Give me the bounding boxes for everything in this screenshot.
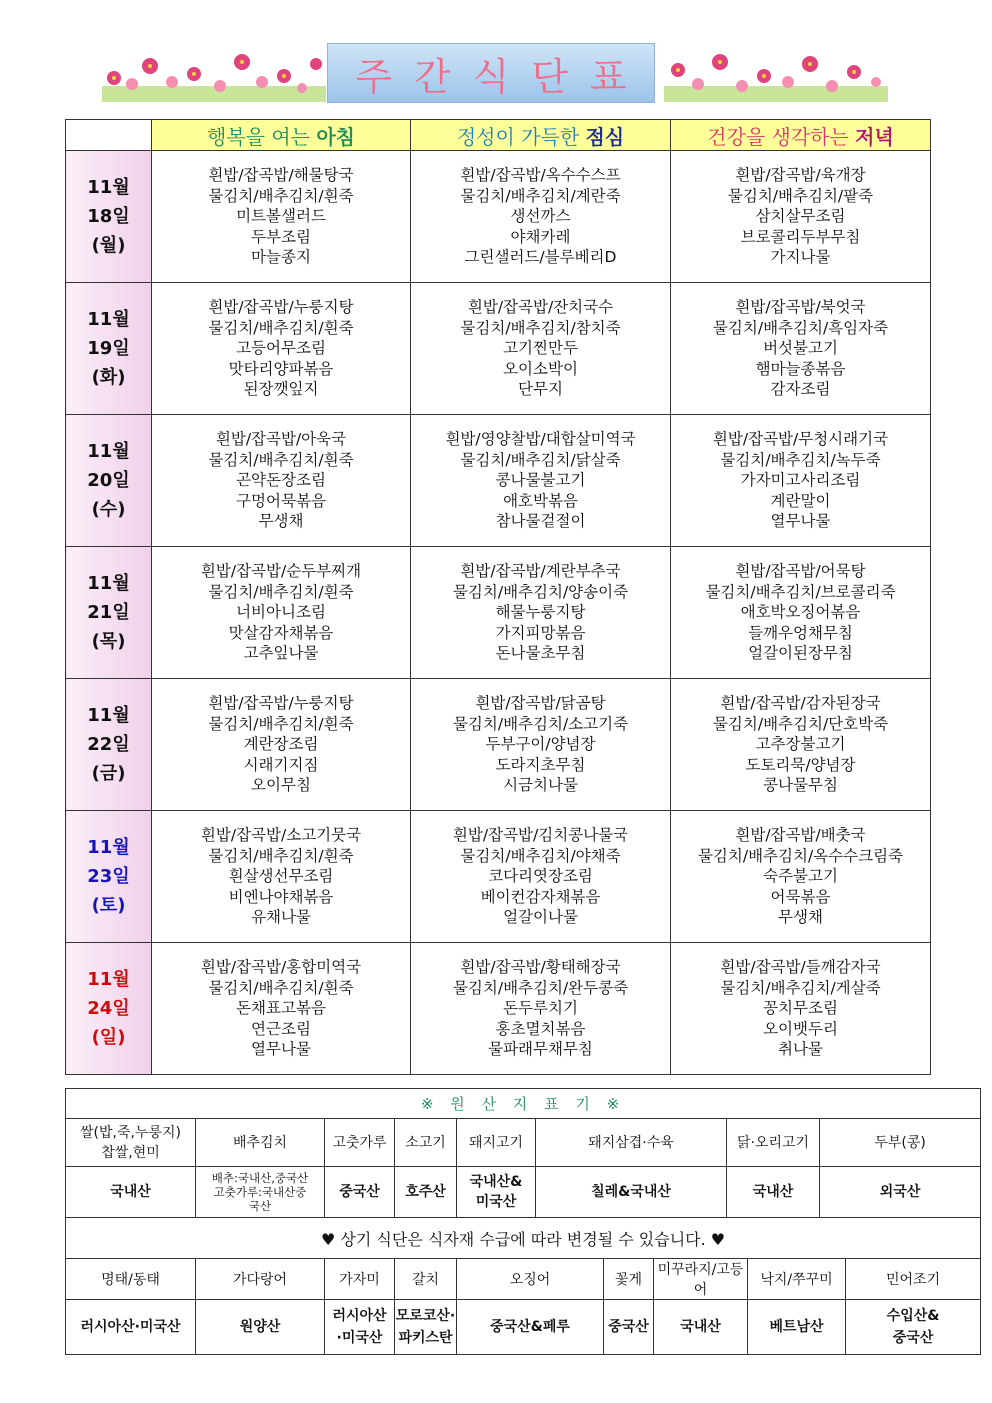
- breakfast-menu: 흰밥/잡곡밥/순두부찌개 물김치/배추김치/흰죽 너비아니조림 맛살감자채볶음 고추잎나물: [152, 547, 411, 679]
- origin-label-loach-mackerel: 미꾸라지/고등어: [654, 1259, 748, 1300]
- lunch-menu: 흰밥/잡곡밥/계란부추국 물김치/배추김치/양송이죽 해물누룽지탕 가지피망볶음 돈나물초무침: [411, 547, 671, 679]
- day-row: [66, 547, 931, 679]
- origin-value-hairtail: 모로코산· 파키스탄: [395, 1300, 457, 1355]
- day-label: 11월 18일 (월): [66, 151, 152, 283]
- origin-label-chili: 고춧가루: [325, 1119, 395, 1167]
- day-row: [66, 283, 931, 415]
- page-title: 주간식단표: [355, 54, 649, 99]
- day-row: [66, 943, 931, 1075]
- origin-table: [65, 1088, 981, 1355]
- day-row: [66, 811, 931, 943]
- origin-label-rice: 쌀(밥,죽,누룽지) 찹쌀,현미: [66, 1119, 196, 1167]
- origin-value-tofu: 외국산: [820, 1167, 981, 1218]
- origin-value-octopus: 베트남산: [748, 1300, 846, 1355]
- origin-label-octopus: 낙지/쭈꾸미: [748, 1259, 846, 1300]
- origin-value-pollack: 러시아산·미국산: [66, 1300, 196, 1355]
- origin-value-loach-mackerel: 국내산: [654, 1300, 748, 1355]
- origin-value-croaker: 수입산& 중국산: [846, 1300, 981, 1355]
- lunch-menu: 흰밥/영양찰밥/대합살미역국 물김치/배추김치/닭살죽 콩나물불고기 애호박볶음 참나물겉절이: [411, 415, 671, 547]
- header-blank-cell: [66, 120, 152, 151]
- dinner-menu: 흰밥/잡곡밥/감자된장국 물김치/배추김치/단호박죽 고추장불고기 도토리묵/양념장 콩나물무침: [671, 679, 931, 811]
- origin-label-beef: 소고기: [395, 1119, 457, 1167]
- origin-label-croaker: 민어조기: [846, 1259, 981, 1300]
- header-breakfast: 행복을 여는 아침: [152, 120, 411, 151]
- origin-title: ※ 원 산 지 표 기 ※: [66, 1089, 981, 1119]
- weekly-menu-table: [65, 119, 931, 1075]
- dinner-menu: 흰밥/잡곡밥/육개장 물김치/배추김치/팥죽 삼치살무조림 브로콜리두부무침 가지나물: [671, 151, 931, 283]
- day-label: 11월 22일 (금): [66, 679, 152, 811]
- lunch-menu: 흰밥/잡곡밥/황태해장국 물김치/배추김치/완두콩죽 돈두루치기 홍초멸치볶음 물파래무채무침: [411, 943, 671, 1075]
- origin-value-chili: 중국산: [325, 1167, 395, 1218]
- lunch-menu: 흰밥/잡곡밥/잔치국수 물김치/배추김치/참치죽 고기찐만두 오이소박이 단무지: [411, 283, 671, 415]
- breakfast-menu: 흰밥/잡곡밥/소고기뭇국 물김치/배추김치/흰죽 흰살생선무조림 비엔나야채볶음 유채나물: [152, 811, 411, 943]
- day-label: 11월 24일 (일): [66, 943, 152, 1075]
- origin-label-pollack: 명태/동태: [66, 1259, 196, 1300]
- flower-decoration-right: [664, 48, 888, 102]
- title-banner: [327, 43, 655, 103]
- origin-label-hairtail: 갈치: [395, 1259, 457, 1300]
- lunch-menu: 흰밥/잡곡밥/김치콩나물국 물김치/배추김치/야채죽 코다리엿장조림 베이컨감자채볶음 얼갈이나물: [411, 811, 671, 943]
- origin-value-pork: 국내산& 미국산: [457, 1167, 536, 1218]
- origin-value-flatfish: 러시아산 ·미국산: [325, 1300, 395, 1355]
- origin-label-pork-belly: 돼지삼겹·수육: [536, 1119, 727, 1167]
- day-label: 11월 21일 (목): [66, 547, 152, 679]
- origin-label-poultry: 닭·오리고기: [727, 1119, 820, 1167]
- dinner-menu: 흰밥/잡곡밥/들깨감자국 물김치/배추김치/게살죽 꽁치무조림 오이뱃두리 취나물: [671, 943, 931, 1075]
- origin-value-skipjack: 원양산: [196, 1300, 325, 1355]
- origin-label-skipjack: 가다랑어: [196, 1259, 325, 1300]
- origin-label-flatfish: 가자미: [325, 1259, 395, 1300]
- breakfast-menu: 흰밥/잡곡밥/누룽지탕 물김치/배추김치/흰죽 고등어무조림 맛타리양파볶음 된장깻잎지: [152, 283, 411, 415]
- dinner-menu: 흰밥/잡곡밥/북엇국 물김치/배추김치/흑임자죽 버섯불고기 햄마늘종볶음 감자조림: [671, 283, 931, 415]
- day-row: [66, 151, 931, 283]
- dinner-menu: 흰밥/잡곡밥/배춧국 물김치/배추김치/옥수수크림죽 숙주불고기 어묵볶음 무생채: [671, 811, 931, 943]
- origin-label-squid: 오징어: [457, 1259, 604, 1300]
- origin-value-poultry: 국내산: [727, 1167, 820, 1218]
- origin-value-kimchi: 배추:국내산,중국산 고춧가루:국내산중 국산: [196, 1167, 325, 1218]
- origin-label-kimchi: 배추김치: [196, 1119, 325, 1167]
- day-label: 11월 20일 (수): [66, 415, 152, 547]
- day-label: 11월 19일 (화): [66, 283, 152, 415]
- header-dinner: 건강을 생각하는 저녁: [671, 120, 931, 151]
- breakfast-menu: 흰밥/잡곡밥/누룽지탕 물김치/배추김치/흰죽 계란장조림 시래기지짐 오이무침: [152, 679, 411, 811]
- origin-label-crab: 꽃게: [604, 1259, 654, 1300]
- change-notice: ♥ 상기 식단은 식자재 수급에 따라 변경될 수 있습니다. ♥: [66, 1218, 981, 1259]
- dinner-menu: 흰밥/잡곡밥/어묵탕 물김치/배추김치/브로콜리죽 애호박오징어볶음 들깨우엉채무침 얼갈이된장무침: [671, 547, 931, 679]
- day-label: 11월 23일 (토): [66, 811, 152, 943]
- breakfast-menu: 흰밥/잡곡밥/아욱국 물김치/배추김치/흰죽 곤약돈장조림 구멍어묵볶음 무생채: [152, 415, 411, 547]
- lunch-menu: 흰밥/잡곡밥/옥수수스프 물김치/배추김치/계란죽 생선까스 야채카레 그린샐러드/블루베리D: [411, 151, 671, 283]
- origin-value-crab: 중국산: [604, 1300, 654, 1355]
- flower-decoration-left: [102, 48, 326, 102]
- lunch-menu: 흰밥/잡곡밥/닭곰탕 물김치/배추김치/소고기죽 두부구이/양념장 도라지초무침 시금치나물: [411, 679, 671, 811]
- origin-value-squid: 중국산&페루: [457, 1300, 604, 1355]
- day-row: [66, 415, 931, 547]
- origin-label-tofu: 두부(콩): [820, 1119, 981, 1167]
- origin-value-pork-belly: 칠레&국내산: [536, 1167, 727, 1218]
- origin-value-rice: 국내산: [66, 1167, 196, 1218]
- menu-header-row: [66, 120, 931, 151]
- day-row: [66, 679, 931, 811]
- breakfast-menu: 흰밥/잡곡밥/해물탕국 물김치/배추김치/흰죽 미트볼샐러드 두부조림 마늘종지: [152, 151, 411, 283]
- breakfast-menu: 흰밥/잡곡밥/홍합미역국 물김치/배추김치/흰죽 돈채표고볶음 연근조림 열무나물: [152, 943, 411, 1075]
- dinner-menu: 흰밥/잡곡밥/무청시래기국 물김치/배추김치/녹두죽 가자미고사리조림 계란말이 열무나물: [671, 415, 931, 547]
- origin-label-pork: 돼지고기: [457, 1119, 536, 1167]
- origin-value-beef: 호주산: [395, 1167, 457, 1218]
- header-lunch: 정성이 가득한 점심: [411, 120, 671, 151]
